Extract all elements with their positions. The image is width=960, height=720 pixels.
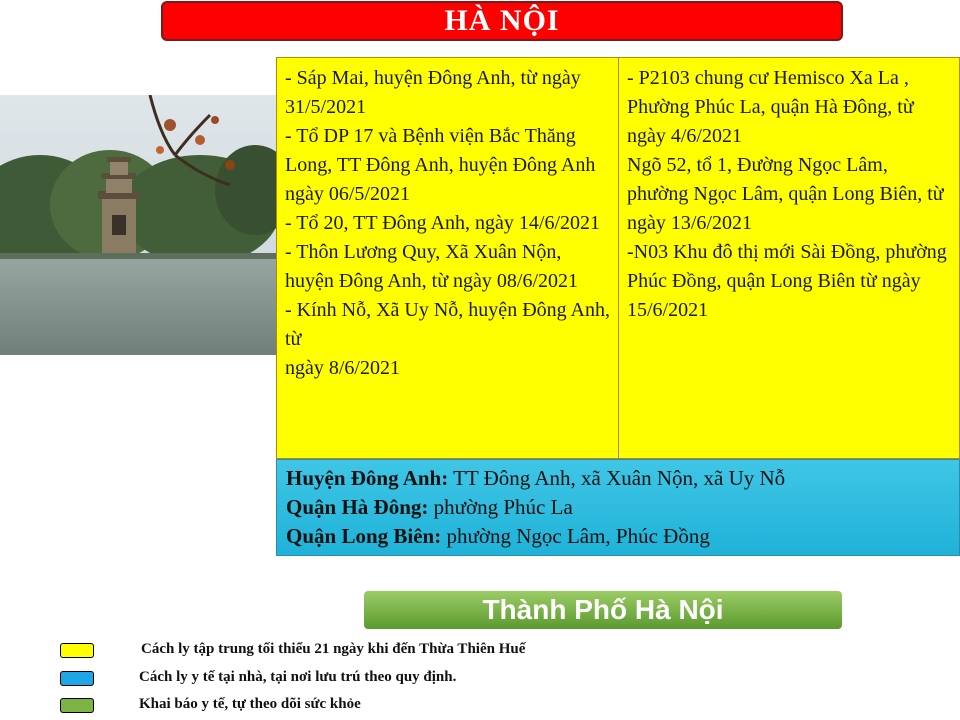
legend-item-quarantine bbox=[60, 640, 94, 660]
location-item: - Kính Nỗ, Xã Uy Nỗ, huyện Đông Anh, từ bbox=[285, 299, 610, 350]
summary-label: Quận Long Biên: bbox=[286, 524, 442, 548]
page-title: HÀ NỘI bbox=[444, 4, 560, 37]
locations-table bbox=[276, 57, 960, 459]
legend-item-health-declaration bbox=[60, 695, 94, 715]
hoan-kiem-lake-photo bbox=[0, 95, 277, 355]
location-item: -N03 Khu đô thị mới Sài Đồng, phường Phúc Đồng, quận Long Biên từ ngày 15/6/2021 bbox=[627, 241, 947, 321]
location-item: - Tổ DP 17 và Bệnh viện Bắc Thăng Long, TT Đông Anh, huyện Đông Anh ngày 06/5/2021 bbox=[285, 125, 596, 205]
blue-swatch bbox=[60, 671, 94, 686]
summary-value: phường Phúc La bbox=[428, 495, 573, 519]
legend-label: Khai báo y tế, tự theo dõi sức khỏe bbox=[139, 696, 361, 712]
location-item: - P2103 chung cư Hemisco Xa La , Phường Phúc La, quận Hà Đông, từ ngày 4/6/2021 bbox=[627, 67, 914, 147]
green-swatch bbox=[60, 698, 94, 713]
summary-row bbox=[286, 464, 950, 493]
summary-value: phường Ngọc Lâm, Phúc Đồng bbox=[441, 524, 710, 548]
summary-value: TT Đông Anh, xã Xuân Nộn, xã Uy Nỗ bbox=[448, 466, 786, 490]
city-banner bbox=[364, 591, 842, 629]
ha-dong-long-bien-locations bbox=[619, 58, 959, 458]
summary-row bbox=[286, 522, 950, 551]
summary-label: Huyện Đông Anh: bbox=[286, 466, 449, 490]
city-label: Thành Phố Hà Nội bbox=[482, 594, 724, 625]
dong-anh-locations bbox=[277, 58, 619, 458]
title-banner bbox=[161, 1, 843, 41]
location-item: - Sáp Mai, huyện Đông Anh, từ ngày 31/5/2021 bbox=[285, 67, 581, 118]
location-item: Ngõ 52, tổ 1, Đường Ngọc Lâm, phường Ngọc Lâm, quận Long Biên, từ ngày 13/6/2021 bbox=[627, 154, 944, 234]
location-item: - Thôn Lương Quy, Xã Xuân Nộn, huyện Đông Anh, từ ngày 08/6/2021 bbox=[285, 241, 579, 292]
summary-label: Quận Hà Đông: bbox=[286, 495, 429, 519]
summary-row bbox=[286, 493, 950, 522]
lake-illustration bbox=[0, 95, 277, 355]
legend-item-home-isolation bbox=[60, 668, 94, 688]
yellow-swatch bbox=[60, 643, 94, 658]
legend-label: Cách ly tập trung tối thiểu 21 ngày khi đến Thừa Thiên Huế bbox=[141, 641, 526, 657]
location-item: - Tổ 20, TT Đông Anh, ngày 14/6/2021 bbox=[285, 212, 600, 234]
district-summary bbox=[276, 459, 960, 556]
location-item: ngày 8/6/2021 bbox=[285, 357, 400, 379]
legend-label: Cách ly y tế tại nhà, tại nơi lưu trú theo quy định. bbox=[139, 669, 457, 685]
